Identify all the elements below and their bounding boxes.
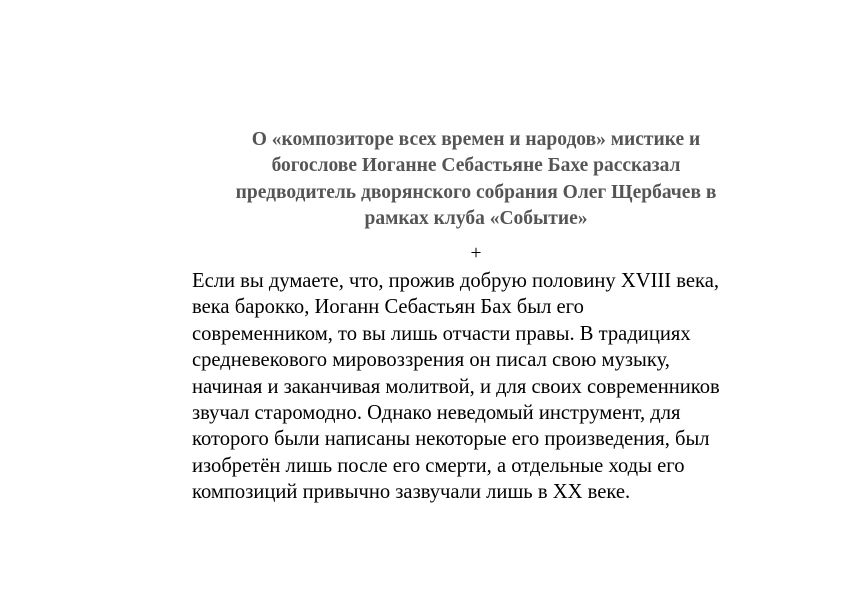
separator-mark: + bbox=[470, 243, 482, 264]
heading-line: предводитель дворянского собрания Олег Щербачев в bbox=[235, 181, 717, 203]
heading-line: рамках клуба «Событие» bbox=[364, 207, 588, 229]
body-line: композиций привычно зазвучали лишь в XX веке. bbox=[192, 481, 631, 504]
body-line: начиная и заканчивая молитвой, и для своих современников bbox=[192, 375, 720, 398]
article-body bbox=[192, 268, 772, 506]
body-line: средневекового мировоззрения он писал свою музыку, bbox=[192, 349, 670, 372]
body-line: современником, то вы лишь отчасти правы. В традициях bbox=[192, 322, 691, 345]
article-heading bbox=[190, 127, 762, 232]
body-line: изобретён лишь после его смерти, а отдельные ходы его bbox=[192, 454, 685, 477]
heading-line: богослове Иоганне Себастьяне Бахе рассказал bbox=[271, 155, 681, 177]
body-line: звучал старомодно. Однако неведомый инструмент, для bbox=[192, 402, 681, 425]
heading-line: О «композиторе всех времен и народов» мистике и bbox=[251, 129, 701, 150]
body-line: века барокко, Иоганн Себастьян Бах был его bbox=[192, 296, 584, 319]
body-line: которого были написаны некоторые его произведения, был bbox=[192, 428, 710, 451]
body-line: Если вы думаете, что, прожив добрую половину XVIII века, bbox=[192, 270, 720, 292]
